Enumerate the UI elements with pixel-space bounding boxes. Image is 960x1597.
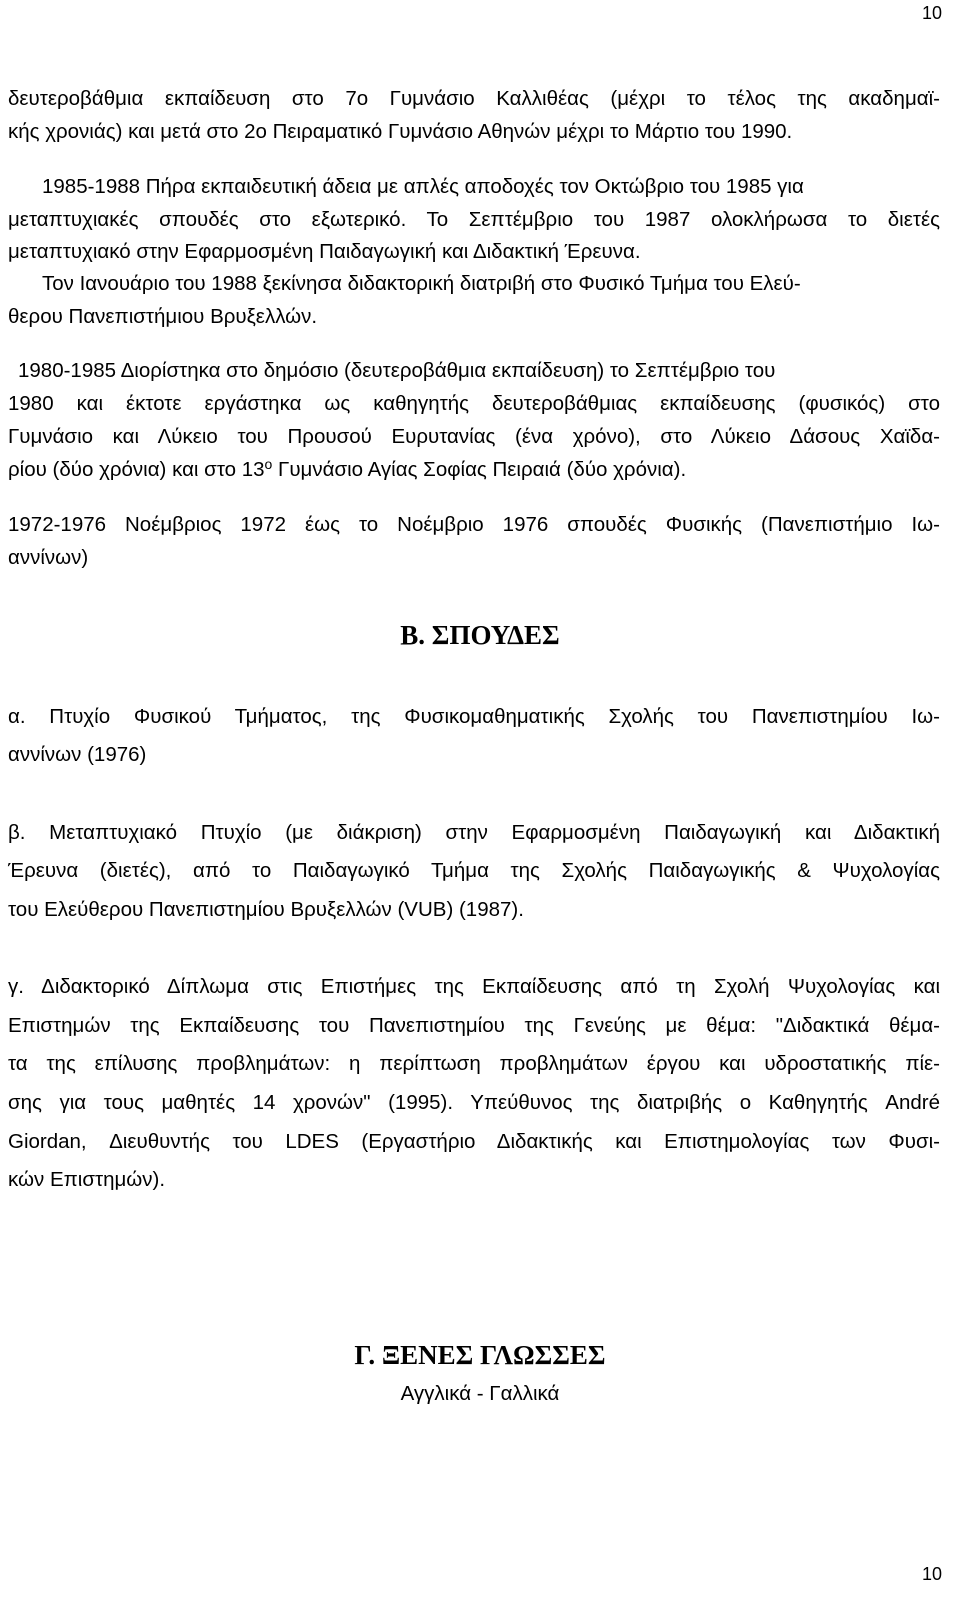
text-line: του Ελεύθερου Πανεπιστημίου Βρυξελλών (VUB) (1987). — [8, 898, 524, 921]
text-line: μεταπτυχιακές σπουδές στο εξωτερικό. Το Σεπτέμβριο του 1987 ολοκλήρωσα το διετές — [8, 208, 940, 231]
list-item: γ. Διδακτορικό Δίπλωμα στις Επιστήμες της Εκπαίδευσης από τη Σχολή Ψυχολογίας και — [8, 975, 940, 998]
text-line: δευτεροβάθμια εκπαίδευση στο 7ο Γυμνάσιο Καλλιθέας (μέχρι το τέλος της ακαδημαϊ- — [8, 87, 940, 110]
text-span: Γυμνάσιο Αγίας Σοφίας Πειραιά (δύο χρόνια). — [272, 458, 687, 481]
list-item: α. Πτυχίο Φυσικού Τμήματος, της Φυσικομαθηματικής Σχολής του Πανεπιστημίου Ιω- — [8, 705, 940, 728]
text-line: σης για τους μαθητές 14 χρονών" (1995). Υπεύθυνος της διατριβής ο Καθηγητής André — [8, 1091, 940, 1114]
languages-text: Αγγλικά - Γαλλικά — [400, 1382, 560, 1405]
text-line: 1972-1976 Νοέμβριος 1972 έως το Νοέμβριο 1976 σπουδές Φυσικής (Πανεπιστήμιο Ιω- — [8, 513, 940, 536]
text-line: τα της επίλυσης προβλημάτων: η περίπτωση προβλημάτων έργου και υδροστατικής πίε- — [8, 1052, 940, 1075]
text-line — [8, 456, 687, 481]
ordinal-superscript: ο — [264, 456, 273, 472]
list-item: β. Μεταπτυχιακό Πτυχίο (με διάκριση) στην Εφαρμοσμένη Παιδαγωγική και Διδακτική — [8, 821, 940, 844]
section-heading-studies: Β. ΣΠΟΥΔΕΣ — [400, 620, 560, 650]
text-line: Έρευνα (διετές), από το Παιδαγωγικό Τμήμα της Σχολής Παιδαγωγικής & Ψυχολογίας — [8, 859, 940, 882]
text-line: 1985-1988 Πήρα εκπαιδευτική άδεια με απλές αποδοχές τον Οκτώβριο του 1985 για — [42, 175, 804, 198]
text-line: Επιστημών της Εκπαίδευσης του Πανεπιστημίου της Γενεύης με θέμα: "Διδακτικά θέμα- — [8, 1014, 940, 1037]
text-line: Γυμνάσιο και Λύκειο του Προυσού Ευρυτανίας (ένα χρόνο), στο Λύκειο Δάσους Χαϊδα- — [8, 425, 940, 448]
text-line: θερου Πανεπιστήμιου Βρυξελλών. — [8, 305, 318, 328]
page-number-top: 10 — [921, 3, 942, 23]
text-line: αννίνων (1976) — [8, 743, 147, 766]
text-line: κής χρονιάς) και μετά στο 2ο Πειραματικό Γυμνάσιο Αθηνών μέχρι το Μάρτιο του 1990. — [8, 120, 793, 143]
text-span: ρίου (δύο χρόνια) και στο 13 — [8, 458, 265, 481]
section-heading-languages: Γ. ΞΕΝΕΣ ΓΛΩΣΣΕΣ — [354, 1340, 606, 1370]
text-line: 1980 και έκτοτε εργάστηκα ως καθηγητής δευτεροβάθμιας εκπαίδευσης (φυσικός) στο — [8, 392, 940, 415]
text-line: μεταπτυχιακό στην Εφαρμοσμένη Παιδαγωγική και Διδακτική Έρευνα. — [8, 240, 641, 263]
text-line: 1980-1985 Διορίστηκα στο δημόσιο (δευτεροβάθμια εκπαίδευση) το Σεπτέμβριο του — [18, 359, 776, 382]
page-number-bottom: 10 — [921, 1564, 942, 1584]
text-line: Giordan, Διευθυντής του LDES (Εργαστήριο Διδακτικής και Επιστημολογίας των Φυσι- — [8, 1130, 940, 1153]
text-line: κών Επιστημών). — [8, 1168, 166, 1191]
text-line: Τον Ιανουάριο του 1988 ξεκίνησα διδακτορική διατριβή στο Φυσικό Τμήμα του Ελεύ- — [42, 272, 801, 295]
text-line: αννίνων) — [8, 546, 89, 569]
